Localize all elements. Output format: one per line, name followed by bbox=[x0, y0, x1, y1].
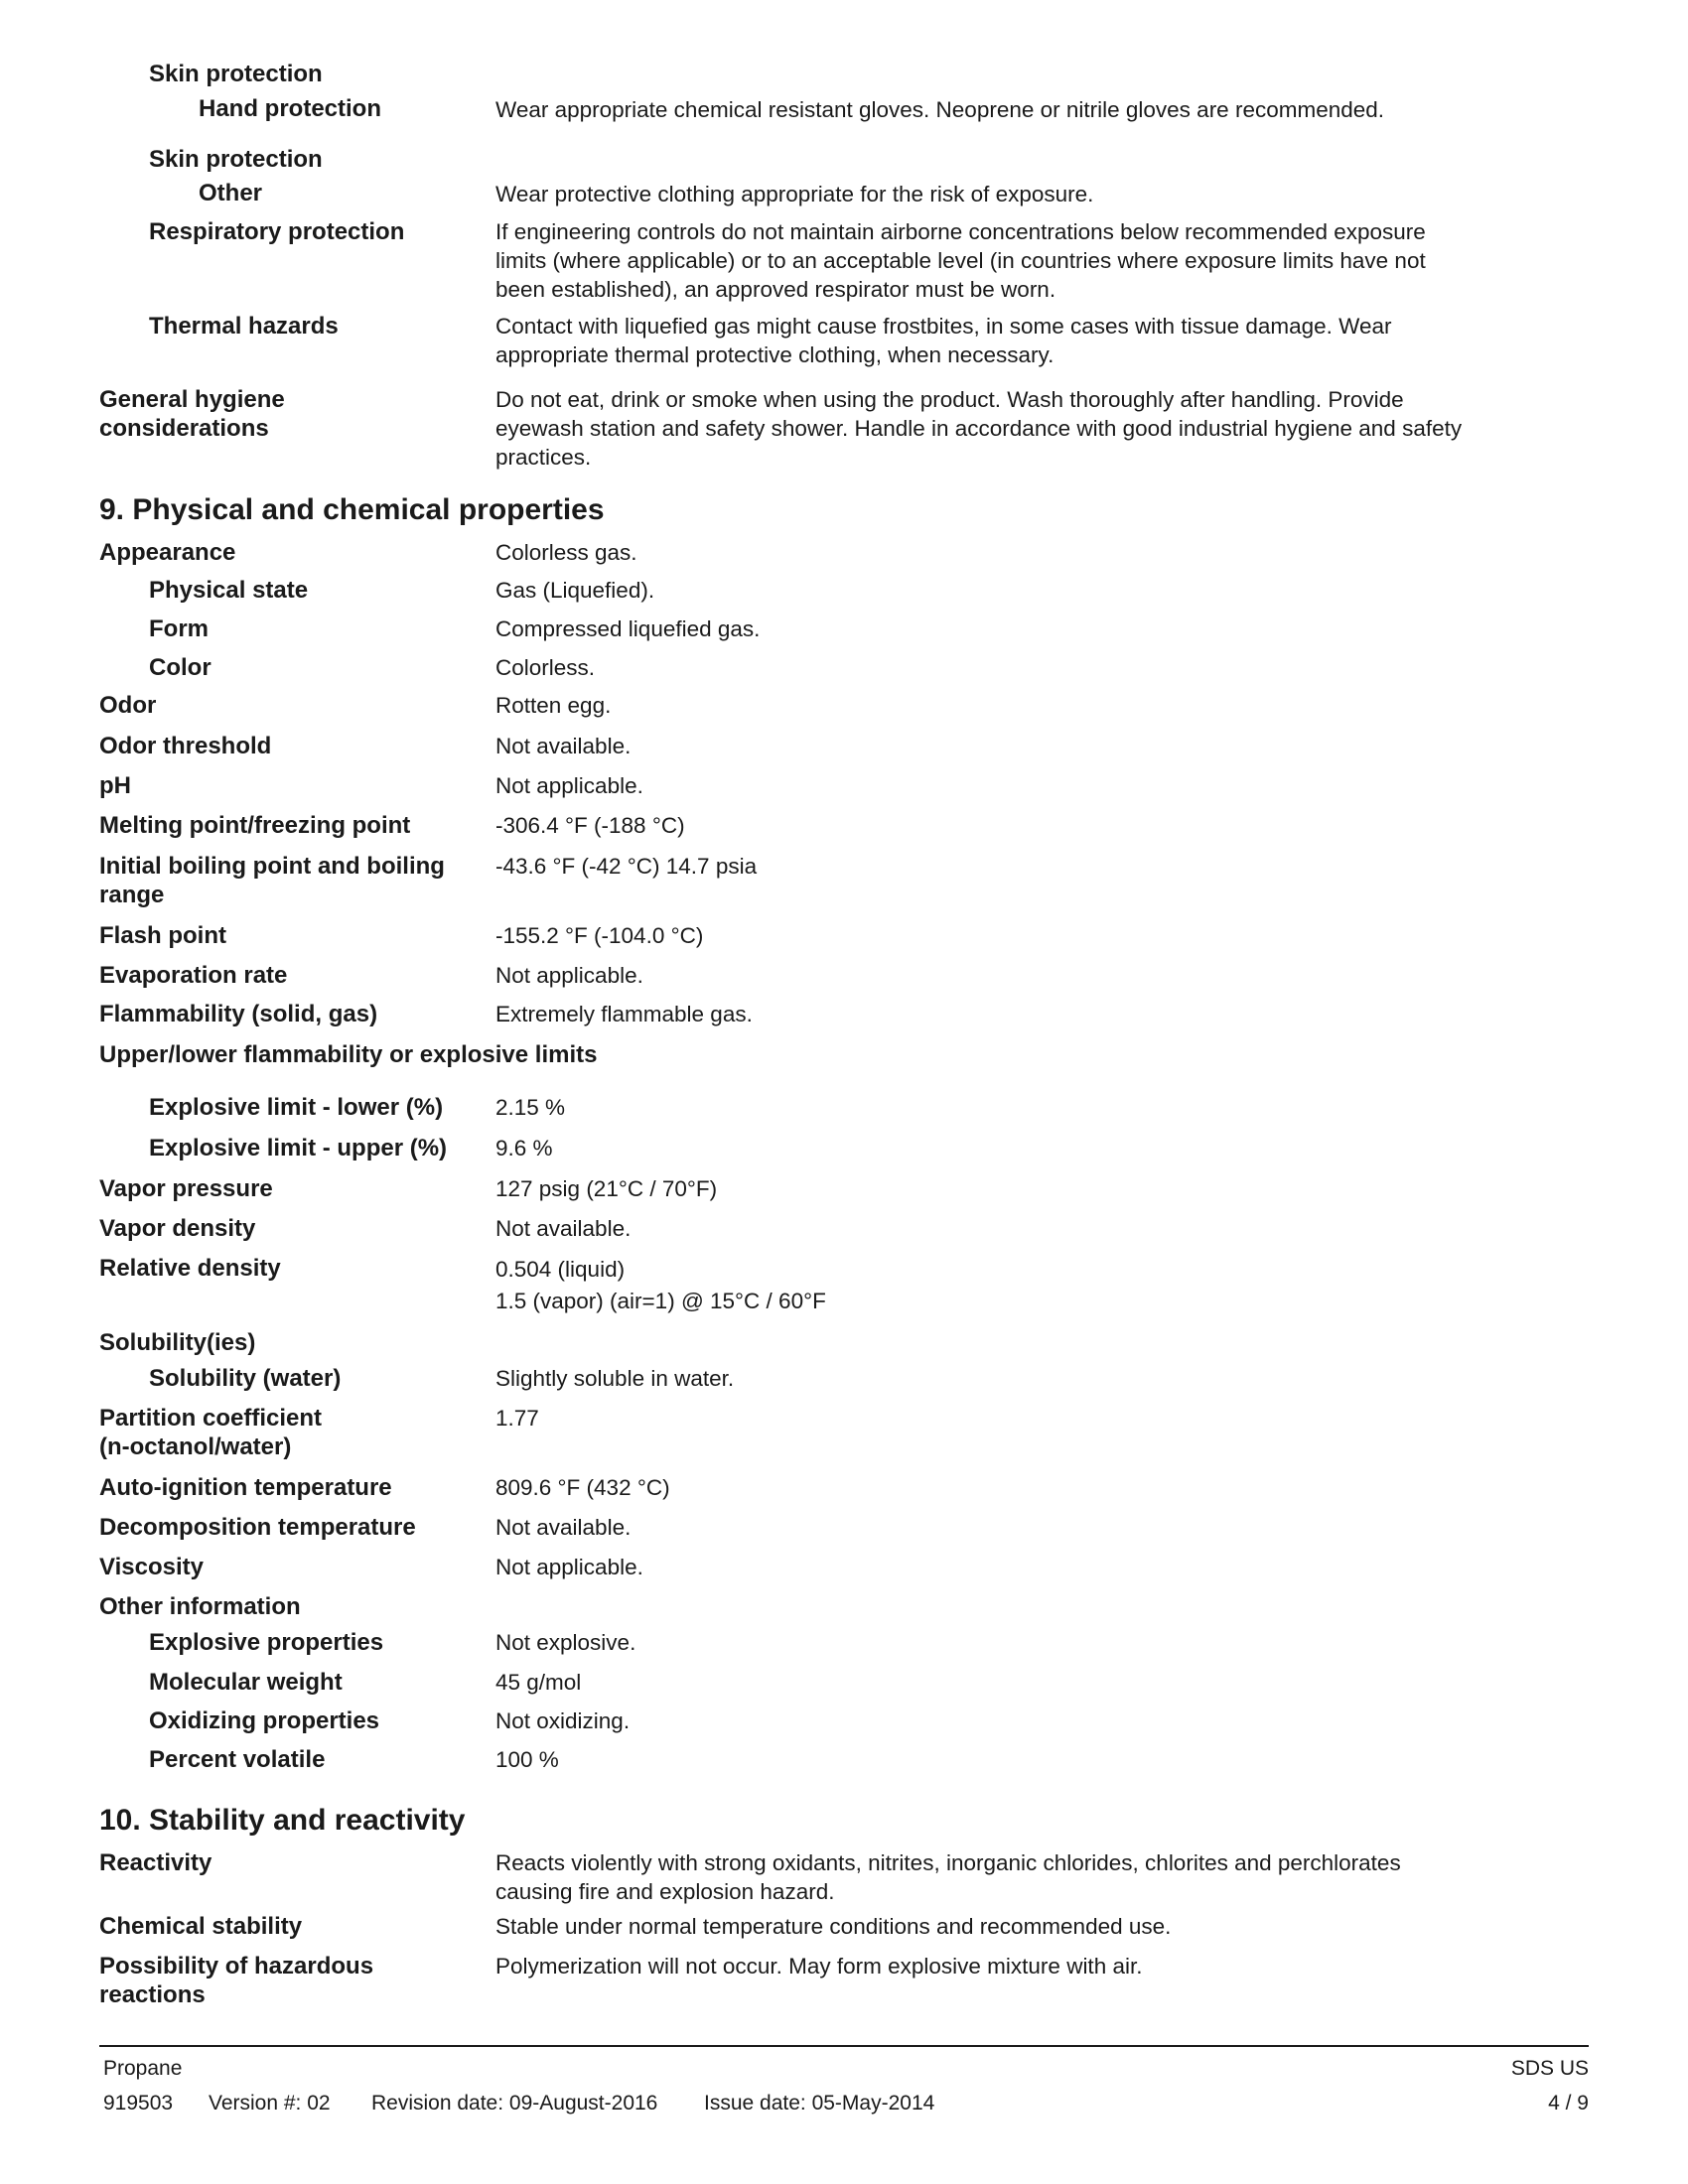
vapor-density-label: Vapor density bbox=[99, 1215, 256, 1242]
melting-point-value: -306.4 °F (-188 °C) bbox=[495, 813, 685, 838]
hand-protection-label: Hand protection bbox=[199, 95, 381, 122]
form-label: Form bbox=[149, 615, 209, 642]
footer-doc-id: 919503 bbox=[103, 2092, 174, 2115]
auto-ignition-value: 809.6 °F (432 °C) bbox=[495, 1475, 670, 1500]
oxidizing-properties-label: Oxidizing properties bbox=[149, 1707, 380, 1734]
odor-threshold-value: Not available. bbox=[495, 734, 632, 758]
reactivity-label: Reactivity bbox=[99, 1849, 212, 1876]
auto-ignition-label: Auto-ignition temperature bbox=[99, 1474, 392, 1501]
flammability-limits-heading: Upper/lower flammability or explosive limits bbox=[99, 1041, 598, 1068]
appearance-label: Appearance bbox=[99, 539, 236, 566]
reactivity-value: Reacts violently with strong oxidants, nitrites, inorganic chlorides, chlorites and perchlorates causing fire and explosion hazard. bbox=[495, 1850, 1401, 1904]
general-hygiene-value: Do not eat, drink or smoke when using the product. Wash thoroughly after handling. Provide eyewash station and safety shower. Handle in accordance with good industrial hygiene and safety practices. bbox=[495, 387, 1463, 470]
footer-divider bbox=[99, 2045, 1589, 2047]
respiratory-protection-label: Respiratory protection bbox=[149, 218, 405, 245]
partition-coefficient-label: Partition coefficient (n-octanol/water) bbox=[99, 1405, 323, 1460]
melting-point-label: Melting point/freezing point bbox=[99, 812, 411, 839]
skin-protection-label-2: Skin protection bbox=[149, 146, 323, 173]
footer-issue-date: Issue date: 05-May-2014 bbox=[704, 2092, 935, 2115]
viscosity-value: Not applicable. bbox=[495, 1555, 643, 1579]
hazardous-reactions-value: Polymerization will not occur. May form explosive mixture with air. bbox=[495, 1954, 1143, 1979]
explosive-properties-value: Not explosive. bbox=[495, 1630, 636, 1655]
molecular-weight-value: 45 g/mol bbox=[495, 1670, 582, 1695]
boiling-point-label: Initial boiling point and boiling range bbox=[99, 853, 445, 908]
odor-label: Odor bbox=[99, 692, 157, 719]
physical-state-value: Gas (Liquefied). bbox=[495, 578, 655, 603]
vapor-pressure-value: 127 psig (21°C / 70°F) bbox=[495, 1176, 718, 1201]
viscosity-label: Viscosity bbox=[99, 1554, 204, 1580]
section-9-title: 9. Physical and chemical properties bbox=[99, 493, 605, 526]
physical-state-label: Physical state bbox=[149, 577, 309, 604]
partition-coefficient-value: 1.77 bbox=[495, 1406, 539, 1431]
percent-volatile-value: 100 % bbox=[495, 1747, 559, 1772]
odor-threshold-label: Odor threshold bbox=[99, 733, 272, 759]
footer-product-name: Propane bbox=[103, 2057, 183, 2080]
percent-volatile-label: Percent volatile bbox=[149, 1746, 326, 1773]
evaporation-rate-value: Not applicable. bbox=[495, 963, 643, 988]
footer-doc-type: SDS US bbox=[1510, 2057, 1589, 2080]
boiling-point-value: -43.6 °F (-42 °C) 14.7 psia bbox=[495, 854, 758, 879]
thermal-hazards-label: Thermal hazards bbox=[149, 313, 339, 340]
flash-point-value: -155.2 °F (-104.0 °C) bbox=[495, 923, 704, 948]
solubility-water-value: Slightly soluble in water. bbox=[495, 1366, 735, 1391]
flammability-label: Flammability (solid, gas) bbox=[99, 1001, 378, 1027]
chemical-stability-label: Chemical stability bbox=[99, 1913, 303, 1940]
odor-value: Rotten egg. bbox=[495, 693, 612, 718]
explosive-limit-upper-label: Explosive limit - upper (%) bbox=[149, 1135, 448, 1161]
general-hygiene-label: General hygiene considerations bbox=[99, 386, 285, 442]
explosive-limit-upper-value: 9.6 % bbox=[495, 1136, 553, 1160]
ph-value: Not applicable. bbox=[495, 773, 643, 798]
vapor-pressure-label: Vapor pressure bbox=[99, 1175, 273, 1202]
other-protection-value: Wear protective clothing appropriate for the risk of exposure. bbox=[495, 182, 1094, 206]
evaporation-rate-label: Evaporation rate bbox=[99, 962, 288, 989]
other-protection-label: Other bbox=[199, 180, 263, 206]
other-information-heading: Other information bbox=[99, 1593, 301, 1620]
footer-revision-date: Revision date: 09-August-2016 bbox=[371, 2092, 658, 2115]
appearance-value: Colorless gas. bbox=[495, 540, 637, 565]
footer-version: Version #: 02 bbox=[209, 2092, 331, 2115]
flash-point-label: Flash point bbox=[99, 922, 226, 949]
decomposition-label: Decomposition temperature bbox=[99, 1514, 416, 1541]
skin-protection-label: Skin protection bbox=[149, 61, 323, 87]
oxidizing-properties-value: Not oxidizing. bbox=[495, 1708, 631, 1733]
relative-density-value: 0.504 (liquid) 1.5 (vapor) (air=1) @ 15°C / 60°F bbox=[495, 1257, 826, 1313]
flammability-value: Extremely flammable gas. bbox=[495, 1002, 753, 1026]
explosive-limit-lower-label: Explosive limit - lower (%) bbox=[149, 1094, 444, 1121]
relative-density-label: Relative density bbox=[99, 1255, 281, 1282]
decomposition-value: Not available. bbox=[495, 1515, 632, 1540]
vapor-density-value: Not available. bbox=[495, 1216, 632, 1241]
thermal-hazards-value: Contact with liquefied gas might cause frostbites, in some cases with tissue damage. Wear appropriate thermal protective clothing, when necessary. bbox=[495, 314, 1392, 367]
explosive-properties-label: Explosive properties bbox=[149, 1629, 384, 1656]
solubilities-heading: Solubility(ies) bbox=[99, 1329, 256, 1356]
solubility-water-label: Solubility (water) bbox=[149, 1365, 342, 1392]
footer-page-number: 4 / 9 bbox=[1548, 2092, 1589, 2115]
hazardous-reactions-label: Possibility of hazardous reactions bbox=[99, 1953, 374, 2008]
chemical-stability-value: Stable under normal temperature conditions and recommended use. bbox=[495, 1914, 1172, 1939]
ph-label: pH bbox=[99, 772, 131, 799]
color-label: Color bbox=[149, 654, 211, 681]
hand-protection-value: Wear appropriate chemical resistant gloves. Neoprene or nitrile gloves are recommended. bbox=[495, 97, 1385, 122]
molecular-weight-label: Molecular weight bbox=[149, 1669, 343, 1696]
section-10-title: 10. Stability and reactivity bbox=[99, 1804, 466, 1837]
form-value: Compressed liquefied gas. bbox=[495, 616, 761, 641]
explosive-limit-lower-value: 2.15 % bbox=[495, 1095, 566, 1120]
color-value: Colorless. bbox=[495, 655, 596, 680]
respiratory-protection-value: If engineering controls do not maintain airborne concentrations below recommended exposure limits (where applicable) or to an acceptable level (in countries where exposure limits have not been established), an approved respirator must be worn. bbox=[495, 219, 1426, 302]
